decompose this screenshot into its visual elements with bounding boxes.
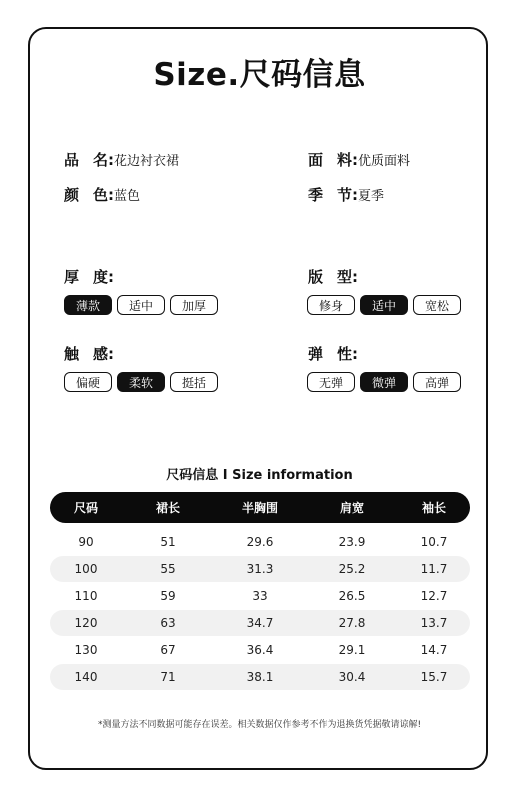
header-sleeve: 袖长 <box>421 501 446 515</box>
table-cell: 34.7 <box>246 616 274 630</box>
elasticity-option-none[interactable]: 无弹 <box>307 372 355 392</box>
size-table-body <box>50 529 470 691</box>
fit-options <box>307 295 461 315</box>
table-cell: 29.6 <box>246 535 274 549</box>
header-size: 尺码 <box>73 501 98 515</box>
fit-option-loose[interactable]: 宽松 <box>413 295 461 315</box>
size-table-title: 尺码信息 I Size information <box>166 468 353 483</box>
thickness-options <box>64 295 218 315</box>
table-cell: 15.7 <box>420 670 448 684</box>
table-cell: 140 <box>74 670 98 684</box>
table-cell: 51 <box>160 535 176 549</box>
color-label: 颜 色: <box>64 186 115 204</box>
table-cell: 11.7 <box>420 562 448 576</box>
table-cell: 100 <box>74 562 98 576</box>
color-value: 蓝色 <box>114 189 141 204</box>
table-row <box>50 529 470 555</box>
table-row <box>50 664 470 690</box>
elasticity-label: 弹 性: <box>308 345 359 363</box>
table-cell: 36.4 <box>246 643 274 657</box>
table-row <box>50 637 470 663</box>
fabric-row <box>308 149 410 170</box>
table-cell: 67 <box>160 643 176 657</box>
touch-option-crisp[interactable]: 挺括 <box>170 372 218 392</box>
thickness-label: 厚 度: <box>64 268 115 286</box>
page-title: Size.尺码信息 <box>153 57 366 93</box>
table-cell: 25.2 <box>338 562 366 576</box>
touch-options <box>64 372 218 392</box>
fabric-value: 优质面料 <box>358 154 411 169</box>
table-cell: 130 <box>74 643 98 657</box>
disclaimer-note: *测量方法不同数据可能存在误差。相关数据仅作参考不作为退换货凭据敬请谅解! <box>97 720 422 730</box>
size-table-header <box>50 492 470 523</box>
header-shoulder: 肩宽 <box>339 501 364 515</box>
color-row <box>64 184 140 205</box>
table-cell: 90 <box>78 535 94 549</box>
table-cell: 12.7 <box>420 589 448 603</box>
thickness-option-thick[interactable]: 加厚 <box>170 295 218 315</box>
thickness-option-medium[interactable]: 适中 <box>117 295 165 315</box>
touch-option-stiff[interactable]: 偏硬 <box>64 372 112 392</box>
table-cell: 59 <box>160 589 176 603</box>
fit-option-regular[interactable]: 适中 <box>360 295 408 315</box>
elasticity-option-slight[interactable]: 微弹 <box>360 372 408 392</box>
table-cell: 38.1 <box>246 670 274 684</box>
table-cell: 110 <box>74 589 98 603</box>
season-row <box>308 184 384 205</box>
header-half-chest: 半胸围 <box>241 501 278 515</box>
fabric-label: 面 料: <box>308 151 359 169</box>
table-cell: 29.1 <box>338 643 366 657</box>
table-cell: 63 <box>160 616 176 630</box>
touch-option-soft[interactable]: 柔软 <box>117 372 165 392</box>
header-skirt-length: 裙长 <box>155 501 180 515</box>
table-cell: 30.4 <box>338 670 366 684</box>
season-label: 季 节: <box>308 186 359 204</box>
season-value: 夏季 <box>358 189 385 204</box>
table-row <box>50 556 470 582</box>
product-name-label: 品 名: <box>64 151 115 169</box>
touch-label: 触 感: <box>64 345 115 363</box>
product-name-value: 花边衬衣裙 <box>114 154 180 169</box>
table-cell: 120 <box>74 616 98 630</box>
thickness-option-thin[interactable]: 薄款 <box>64 295 112 315</box>
table-cell: 26.5 <box>338 589 366 603</box>
table-cell: 55 <box>160 562 176 576</box>
elasticity-options <box>307 372 461 392</box>
table-row <box>50 610 470 636</box>
table-cell: 13.7 <box>420 616 448 630</box>
table-cell: 23.9 <box>338 535 366 549</box>
fit-label: 版 型: <box>308 268 359 286</box>
fit-option-slim[interactable]: 修身 <box>307 295 355 315</box>
table-cell: 31.3 <box>246 562 274 576</box>
table-cell: 71 <box>160 670 176 684</box>
table-cell: 33 <box>252 589 268 603</box>
table-row <box>50 583 470 609</box>
product-name-row <box>64 149 179 170</box>
elasticity-option-high[interactable]: 高弹 <box>413 372 461 392</box>
table-cell: 14.7 <box>420 643 448 657</box>
table-cell: 10.7 <box>420 535 448 549</box>
table-cell: 27.8 <box>338 616 366 630</box>
